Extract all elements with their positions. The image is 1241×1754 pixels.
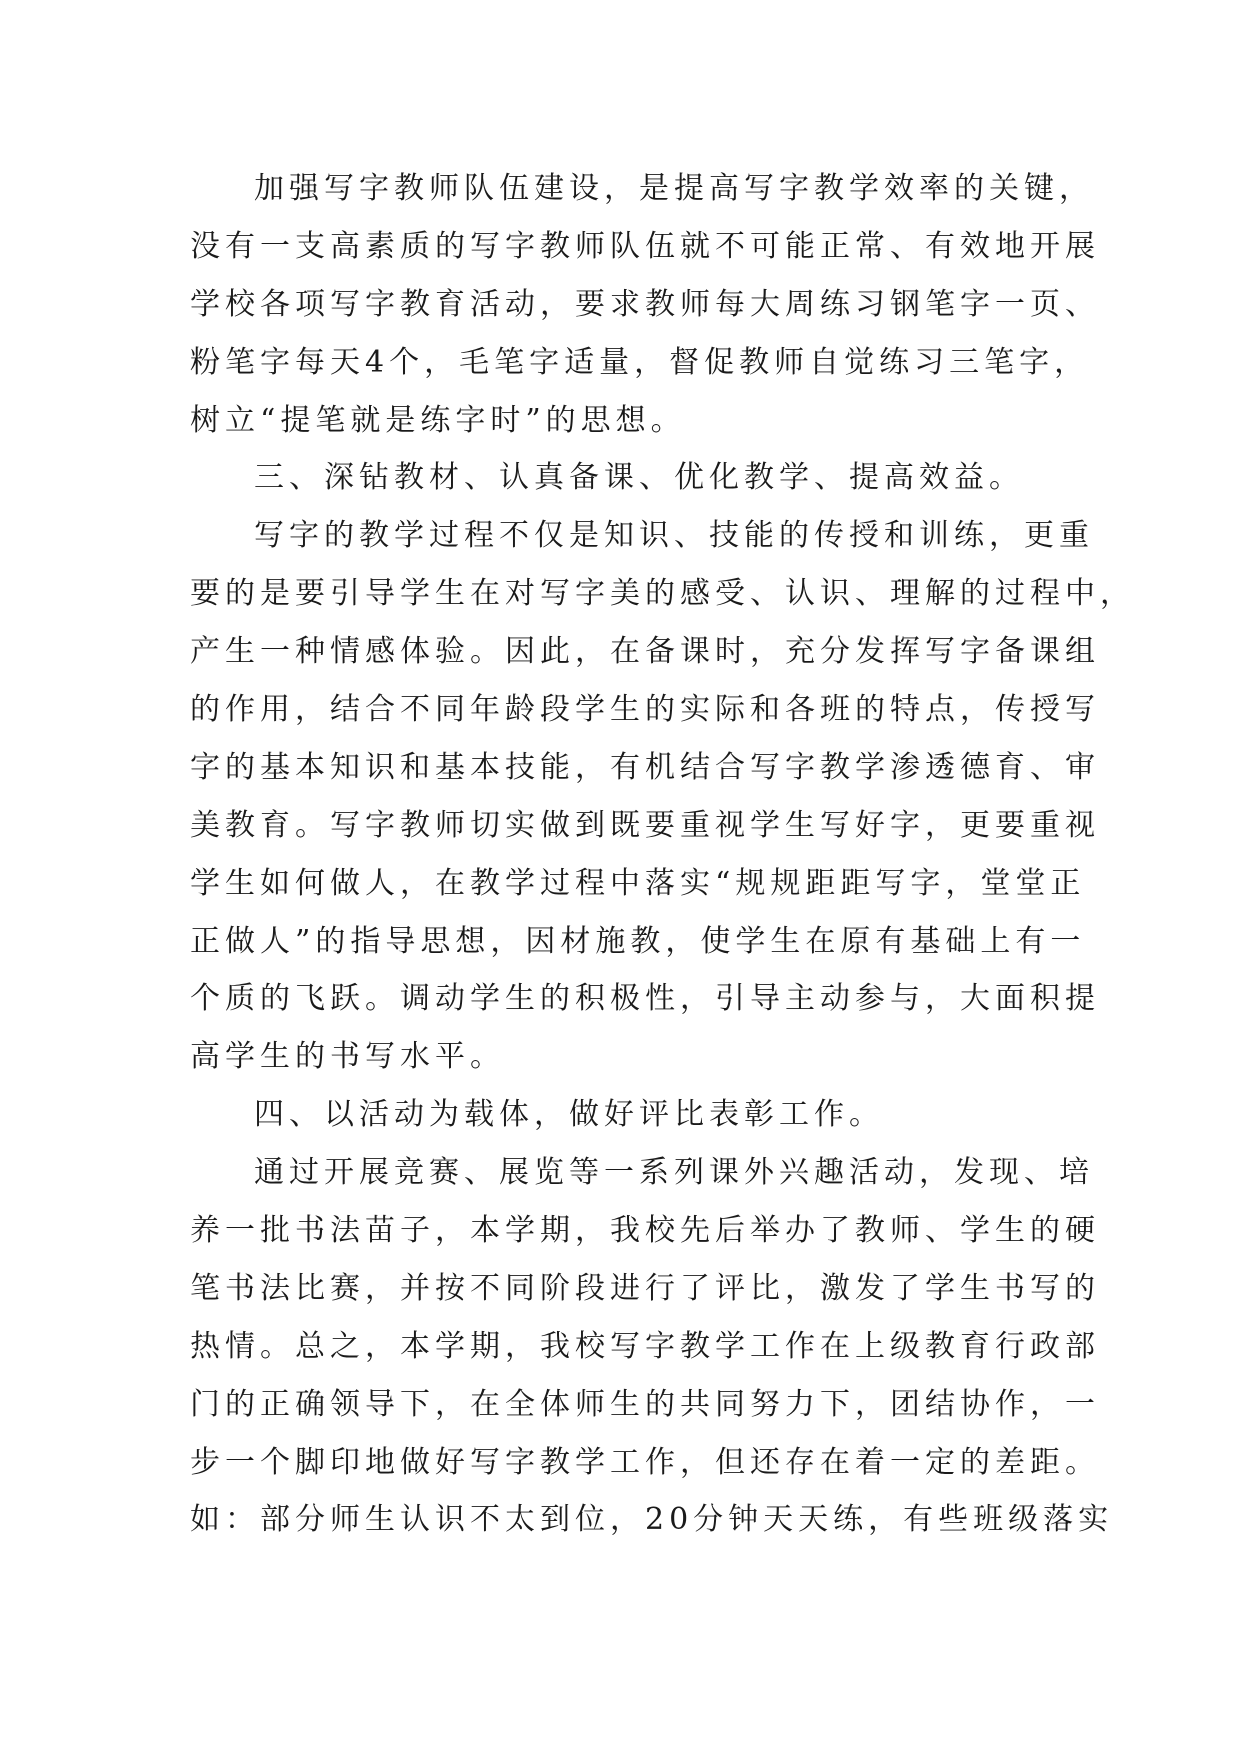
text-line: 没有一支高素质的写字教师队伍就不可能正常、有效地开展 xyxy=(190,228,1100,264)
text-line: 产生一种情感体验。因此，在备课时，充分发挥写字备课组 xyxy=(190,634,1100,670)
text-line: 热情。总之，本学期，我校写字教学工作在上级教育行政部 xyxy=(190,1328,1100,1364)
text-line: 粉笔字每天4个，毛笔字适量，督促教师自觉练习三笔字， xyxy=(190,344,1090,380)
text-line: 加强写字教师队伍建设，是提高写字教学效率的关键， xyxy=(254,171,1094,206)
text-line: 门的正确领导下，在全体师生的共同努力下，团结协作，一 xyxy=(190,1386,1100,1422)
text-line: 笔书法比赛，并按不同阶段进行了评比，激发了学生书写的 xyxy=(190,1270,1100,1306)
text-line: 步一个脚印地做好写字教学工作，但还存在着一定的差距。 xyxy=(190,1444,1100,1480)
document-body xyxy=(190,160,1135,1549)
text-line: 的作用，结合不同年龄段学生的实际和各班的特点，传授写 xyxy=(190,692,1100,728)
text-line: 如：部分师生认识不太到位，20分钟天天练，有些班级落实 xyxy=(190,1502,1114,1538)
section-heading: 四、以活动为载体，做好评比表彰工作。 xyxy=(254,1097,884,1133)
text-line: 学生如何做人，在教学过程中落实“规规距距写字，堂堂正 xyxy=(190,865,1086,901)
text-line: 美教育。写字教师切实做到既要重视学生写好字，更要重视 xyxy=(190,807,1100,843)
text-line: 通过开展竞赛、展览等一系列课外兴趣活动，发现、培 xyxy=(254,1155,1094,1191)
text-line: 写字的教学过程不仅是知识、技能的传授和训练，更重 xyxy=(254,518,1094,554)
text-line: 个质的飞跃。调动学生的积极性，引导主动参与，大面积提 xyxy=(190,981,1100,1017)
text-line: 树立“提笔就是练字时”的思想。 xyxy=(190,402,686,438)
section-heading: 三、深钻教材、认真备课、优化教学、提高效益。 xyxy=(254,460,1024,496)
text-line: 养一批书法苗子，本学期，我校先后举办了教师、学生的硬 xyxy=(190,1213,1100,1249)
text-line: 学校各项写字教育活动，要求教师每大周练习钢笔字一页、 xyxy=(190,286,1100,322)
text-line: 字的基本知识和基本技能，有机结合写字教学渗透德育、审 xyxy=(190,749,1100,785)
text-line: 高学生的书写水平。 xyxy=(190,1039,505,1075)
text-line: 要的是要引导学生在对写字美的感受、认识、理解的过程中， xyxy=(190,576,1135,612)
text-line: 正做人”的指导思想，因材施教，使学生在原有基础上有一 xyxy=(190,923,1086,959)
